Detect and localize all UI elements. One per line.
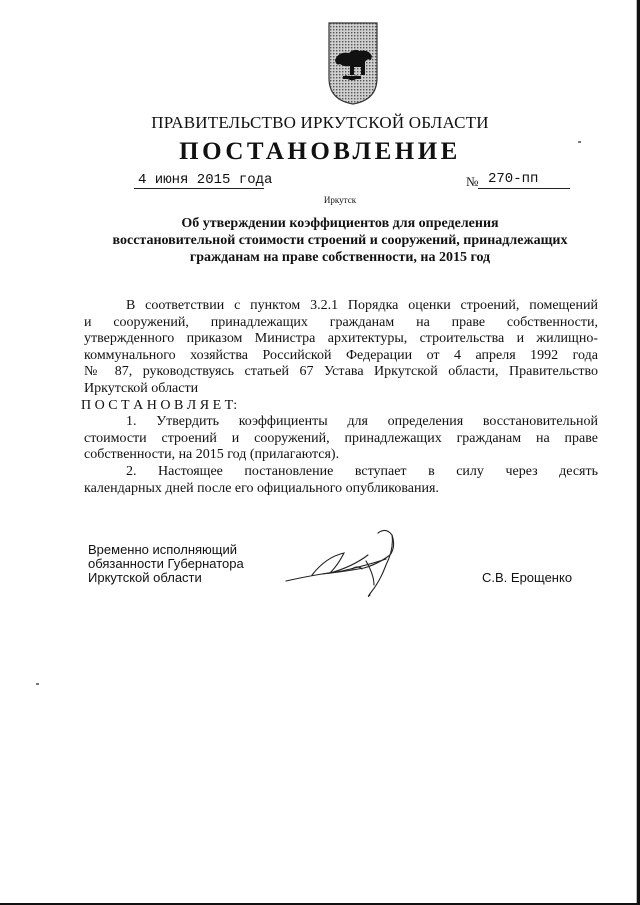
document-title <box>60 215 620 266</box>
title-line: восстановительной стоимости строений и сооружений, принадлежащих <box>112 233 568 248</box>
date-underline <box>134 188 264 189</box>
decree-word: П О С Т А Н О В Л Я Е Т: <box>81 397 238 413</box>
position-line: обязанности Губернатора <box>88 556 244 571</box>
number-underline <box>478 188 570 189</box>
body-line: В соответствии с пунктом 3.2.1 Порядка оценки строений, помещений <box>126 298 598 313</box>
document-type: ПОСТАНОВЛЕНИЕ <box>179 138 461 165</box>
body-line: и сооружений, принадлежащих гражданам на праве собственности, <box>84 314 598 330</box>
scan-speck <box>36 683 39 685</box>
body-line: 1. Утвердить коэффициенты для определения восстановительной <box>126 414 598 430</box>
number-sign: № <box>466 174 479 189</box>
body-line: собственности, на 2015 год (прилагаются). <box>84 447 340 463</box>
document-number: 270-пп <box>488 171 539 187</box>
signatory-name: С.В. Ерощенко <box>482 570 573 585</box>
organization-name: ПРАВИТЕЛЬСТВО ИРКУТСКОЙ ОБЛАСТИ <box>151 113 489 132</box>
position-line: Временно исполняющий <box>88 542 238 557</box>
body-line: Иркутской области <box>84 380 199 396</box>
scan-speck <box>578 141 581 143</box>
city-name: Иркутск <box>323 195 357 205</box>
body-line: № 87, руководствуясь статьей 67 Устава Иркутской области, Правительство <box>84 364 598 380</box>
body-line: 2. Настоящее постановление вступает в силу через десять <box>126 463 598 479</box>
body-line: стоимости строений и сооружений, принадлежащих гражданам на праве <box>84 430 598 446</box>
document-body <box>81 298 598 497</box>
title-line: гражданам на праве собственности, на 2015 год <box>189 250 491 265</box>
body-line: утвержденного приказом Министра архитектуры, строительства и жилищно- <box>84 331 598 347</box>
document-date: 4 июня 2015 года <box>138 172 273 188</box>
irkutsk-coat-of-arms-icon <box>327 20 379 106</box>
body-line: коммунального хозяйства Российской Федерации от 4 апреля 1992 года <box>84 347 598 363</box>
handwritten-signature <box>282 525 412 605</box>
title-line: Об утверждении коэффициентов для определения <box>181 216 499 231</box>
position-line: Иркутской области <box>88 570 202 585</box>
body-line: календарных дней после его официального опубликования. <box>84 480 439 496</box>
signatory-position <box>88 543 244 585</box>
